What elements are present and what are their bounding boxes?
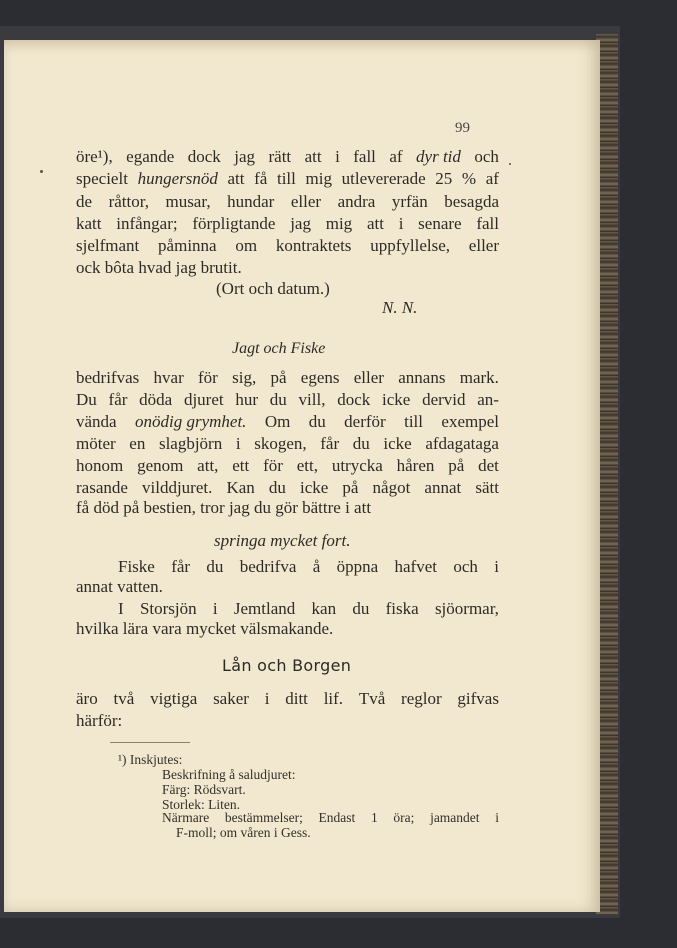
word: du [352,434,370,453]
word: bedrifvas [76,368,140,387]
p2-line-4 [76,433,499,454]
word: att [304,147,322,166]
word: jamandet [430,810,480,825]
word: saker [213,689,249,708]
word: annat vatten. [76,577,163,596]
word: möter [76,434,116,453]
footnote-intro: ¹) Inskjutes: [118,752,183,767]
word: af [485,169,499,188]
p5-line-2 [76,710,122,731]
word: öppna [336,557,379,576]
word: % [461,169,477,188]
word: besagda [444,192,499,211]
word: du [206,557,224,576]
word: för [263,456,283,475]
word: i [494,557,499,576]
word: rasande [76,478,128,497]
word: 25 [435,169,453,188]
word: egens [300,368,340,387]
word: rätt [268,147,292,166]
word: sätt [475,478,499,497]
word: de [76,192,93,211]
word: djuret [183,390,224,409]
word: Jemtland [233,599,296,618]
word: fall [476,214,499,233]
word: förpligtande [192,214,276,233]
word: katt [76,214,102,233]
word: håren [396,456,435,475]
word: slagbjörn [158,434,223,453]
word: jag [234,147,256,166]
word: dock [187,147,221,166]
emphasis-springa: springa mycket fort. [214,531,351,550]
word: lif. [323,689,344,708]
word: och [474,147,499,166]
word: till [404,412,423,431]
word: för [198,368,218,387]
p2-line-7 [76,497,371,518]
footnote-line-5: F-moll; om våren i Gess. [176,825,311,840]
heading-lan-och-borgen: Lån och Borgen [222,656,352,675]
word: genom [137,456,184,475]
word: gifvas [457,689,499,708]
word: å [312,557,321,576]
word: du [308,412,326,431]
word: hur [235,390,259,409]
p1-line-5 [76,235,499,256]
word: skogen, [254,434,307,453]
p3-line-2 [76,576,163,597]
footnote-line-4 [162,810,499,825]
word: fall [353,147,376,166]
word: af [389,147,403,166]
word: får [320,434,340,453]
word: jag [290,214,311,233]
p4-line-1 [118,598,499,619]
word: du [352,599,370,618]
word: hvilka lära vara mycket välsmakande. [76,619,334,638]
word: vända [76,412,117,431]
p2-line-2 [76,389,499,410]
word: senare [418,214,462,233]
footnote-line-2: Färg: Rödsvart. [162,782,246,797]
word: att [227,169,245,188]
word: 1 [370,810,378,825]
word: eller [353,368,384,387]
word: påminna [158,236,217,255]
word: det [478,456,499,475]
word: Endast [318,810,356,825]
word: infångar; [116,214,178,233]
word: bestämmelser; [224,810,303,825]
word: på [448,456,465,475]
word: få död på bestien, tror jag du gör bättre i att [76,498,372,517]
word: reglor [401,689,442,708]
word: honom [76,456,124,475]
word: sjelfmant [76,236,140,255]
word: exempel [441,412,499,431]
word: få [254,169,268,188]
word: uppfyllelse, [370,236,451,255]
footnote-rule [110,742,190,743]
word: döda [139,390,173,409]
word: derför [344,412,386,431]
word: att, [197,456,219,475]
word: och [453,557,478,576]
word: mig [325,214,353,233]
word: vilddjuret. [142,478,213,497]
word: andra [337,192,376,211]
p2-line-6 [76,477,499,498]
word: på [342,478,359,497]
word: musar, [165,192,211,211]
word: dock [337,390,371,409]
word: vill, [298,390,326,409]
word: egande [126,147,175,166]
word: öra; [393,810,415,825]
word: Närmare [162,810,210,825]
page-number: 99 [455,120,470,136]
word: hvar [153,368,184,387]
word: yrfän [391,192,428,211]
word: råttor, [108,192,149,211]
word: öre¹), [76,147,113,166]
word: onödig grymhet. [135,412,247,431]
word: något [372,478,411,497]
word: du [268,478,286,497]
footnote-line-3: Storlek: Liten. [162,797,240,812]
speck [509,163,511,165]
word: dyr tid [416,147,461,166]
word: en [129,434,146,453]
p4-line-2 [76,618,333,639]
word: icke [299,478,329,497]
word: i [212,599,218,618]
word: vigtiga [150,689,198,708]
p2-line-3 [76,411,499,432]
word: får [108,390,128,409]
word: Du [76,390,97,409]
word: två [113,689,135,708]
p1-line-4 [76,213,499,234]
word: dervid [422,390,466,409]
word: ock bôta hvad jag brutit. [76,258,242,277]
word: utrycka [331,456,383,475]
word: i [398,214,404,233]
word: i [495,810,499,825]
word: att [366,214,384,233]
word: fiska [385,599,419,618]
word: eller [468,236,499,255]
word: bedrifva [239,557,297,576]
heading-jagt-och-fiske: Jagt och Fiske [232,340,326,357]
word: annans [398,368,446,387]
word: får [171,557,191,576]
word: om [235,236,258,255]
word: icke [383,434,412,453]
place-date: (Ort och datum.) [216,279,330,298]
word: mark. [459,368,499,387]
word: sjöormar, [434,599,499,618]
word: hundar [227,192,275,211]
speck [40,170,43,173]
word: specielt [76,169,128,188]
word: afdagataga [425,434,499,453]
word: härför: [76,711,123,730]
word: Två [358,689,386,708]
word: kontraktets [275,236,352,255]
word: I [118,599,124,618]
word: i [235,434,241,453]
p3-line-1 [118,556,499,577]
word: äro [76,689,98,708]
word: hafvet [394,557,437,576]
word: till [276,169,296,188]
word: kan [311,599,337,618]
word: an- [477,390,499,409]
word: du [269,390,287,409]
word: eller [290,192,322,211]
p2-line-5 [76,455,499,476]
word: hungersnöd [137,169,218,188]
word: Storsjön [139,599,197,618]
p5-line-1 [76,688,499,709]
word: Om [264,412,291,431]
word: annat [424,478,462,497]
word: på [270,368,287,387]
word: ett [232,456,250,475]
word: Fiske [118,557,155,576]
word: Kan [226,478,255,497]
word: mig [305,169,332,188]
word: ditt [285,689,308,708]
word: sig, [232,368,257,387]
word: i [264,689,270,708]
word: ett, [296,456,318,475]
word: i [335,147,340,166]
footnote-line-1: Beskrifning å saludjuret: [162,767,296,782]
word: utlevererade [341,169,426,188]
p1-line-2 [76,168,499,189]
signature: N. N. [382,298,418,317]
p1-line-6 [76,257,242,278]
p1-line-1 [76,146,499,167]
p1-line-3 [76,191,499,212]
word: icke [382,390,411,409]
p2-line-1 [76,367,499,388]
